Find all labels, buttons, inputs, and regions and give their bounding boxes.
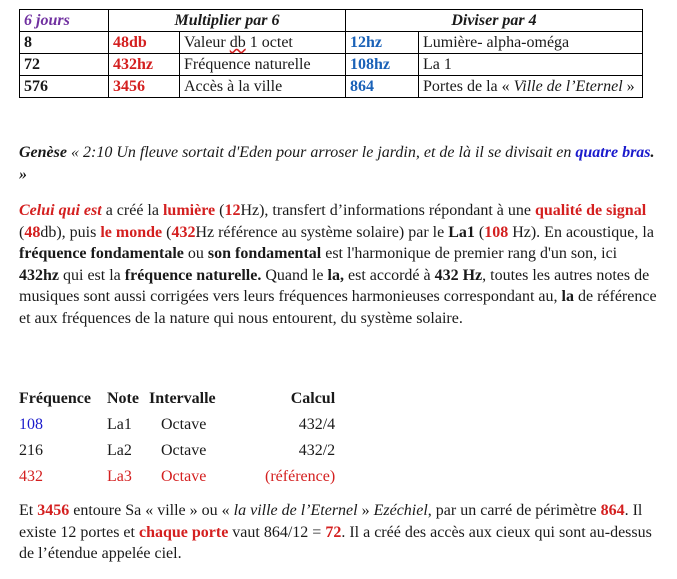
- city-paragraph: Et 3456 entoure Sa « ville » ou « la ville de l’Eternel » Ezéchiel, par un carré de périmètre 864. Il existe 12 portes et chaque porte vaut 864/12 = 72. Il a créé des accès aux cieux qui sont au-dessus de l’étendue appelée ciel.: [19, 502, 652, 563]
- header-multiply: Multiplier par 6: [109, 10, 346, 32]
- cell-meaning: La 1: [419, 54, 643, 76]
- freq-calc: 432/4: [298, 416, 336, 433]
- cell-days: 72: [20, 54, 109, 76]
- table-row: [20, 54, 643, 76]
- cell-multiplied: 48db: [109, 32, 180, 54]
- cell-description: Accès à la ville: [180, 76, 346, 98]
- freq-interval: Octave: [161, 468, 207, 485]
- table-row: [19, 464, 335, 490]
- table-row: [20, 76, 643, 98]
- cell-days: 8: [20, 32, 109, 54]
- frequency-table: [19, 386, 335, 490]
- freq-note: La3: [107, 468, 132, 485]
- header-frequency: Fréquence: [19, 390, 91, 407]
- frequency-header-row: [19, 386, 335, 412]
- cell-divided: 864: [346, 76, 419, 98]
- table-row: [19, 412, 335, 438]
- freq-value: 108: [19, 416, 43, 433]
- cell-divided: 108hz: [346, 54, 419, 76]
- cell-days: 576: [20, 76, 109, 98]
- header-interval: Intervalle: [149, 390, 216, 407]
- cell-divided: 12hz: [346, 32, 419, 54]
- cell-meaning: Lumière- alpha-oméga: [419, 32, 643, 54]
- header-divide: Diviser par 4: [346, 10, 643, 32]
- table-header-row: [20, 10, 643, 32]
- header-days: 6 jours: [20, 10, 109, 32]
- multiplier-divider-table: [19, 9, 643, 98]
- cell-multiplied: 432hz: [109, 54, 180, 76]
- freq-interval: Octave: [161, 442, 207, 459]
- cell-multiplied: 3456: [109, 76, 180, 98]
- table-row: [20, 32, 643, 54]
- explanation-paragraph: Celui qui est a créé la lumière (12Hz), transfert d’informations répondant à une qualité de signal (48db), puis le monde (432Hz référence au système solaire) par le La1 (108 Hz). En acoustique, la fréquence fondamentale ou son fondamental est l'harmonique de premier rang d'un son, ici 432hz qui est la fréquence naturelle. Quand le la, est accordé à 432 Hz, toutes les autres notes de musiques sont aussi corrigées vers leurs fréquences harmonieuses correspondant au, la de référence et aux fréquences de la nature qui nous entourent, du système solaire.: [19, 202, 657, 327]
- freq-calc: 432/2: [298, 442, 336, 459]
- genesis-quote: Genèse « 2:10 Un fleuve sortait d'Eden pour arroser le jardin, et de là il se divisait en quatre bras. »: [19, 144, 655, 183]
- table-row: [19, 438, 335, 464]
- header-calc: Calcul: [290, 390, 336, 407]
- header-note: Note: [107, 390, 139, 407]
- cell-description: Fréquence naturelle: [180, 54, 346, 76]
- freq-value: 216: [19, 442, 43, 459]
- freq-interval: Octave: [161, 416, 207, 433]
- cell-description: Valeur db 1 octet: [180, 32, 346, 54]
- freq-calc: (référence): [265, 468, 336, 485]
- cell-meaning: Portes de la « Ville de l’Eternel »: [419, 76, 643, 98]
- freq-value: 432: [19, 468, 43, 485]
- freq-note: La1: [107, 416, 132, 433]
- freq-note: La2: [107, 442, 132, 459]
